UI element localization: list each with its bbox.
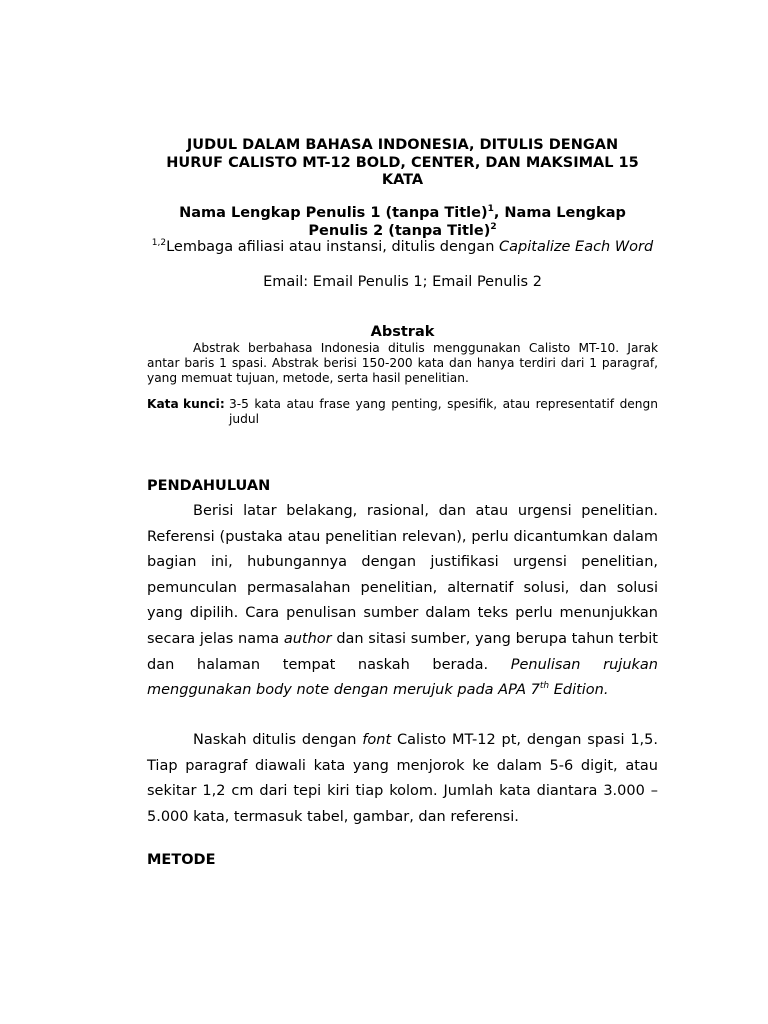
affiliation-text: Lembaga afiliasi atau instansi, ditulis dengan (166, 239, 500, 255)
author-list (147, 205, 658, 240)
keywords-colon: : (219, 397, 225, 411)
author-2-superscript: 2 (490, 221, 497, 232)
keywords (147, 397, 658, 427)
abstract-body: Abstrak berbahasa Indonesia ditulis menggunakan Calisto MT-10. Jarak antar baris 1 spasi. Abstrak berisi 150-200 kata dan hanya terdiri dari 1 paragraf, yang memuat tujuan, metode, serta hasil penelitian. (147, 341, 658, 386)
intro-p1-text-a: Berisi latar belakang, rasional, dan atau urgensi penelitian. Referensi (pustaka atau penelitian relevan), perlu dicantumkan dalam bagian ini, hubungannya dengan justifikasi urgensi penelitian, pemunculan permasalahan penelitian, alternatif solusi, dan solusi yang dipilih. Cara penulisan sumber dalam teks perlu menunjukkan secara jelas nama (147, 503, 658, 647)
intro-p2-text-b: Calisto MT-12 pt, dengan spasi 1,5. Tiap paragraf diawali kata yang menjorok ke dalam 5-6 digit, atau sekitar 1,2 cm dari tepi kiri tiap kolom. Jumlah kata diantara 3.000 – 5.000 kata, termasuk tabel, gambar, dan referensi. (147, 732, 658, 825)
intro-p2-text-a: Naskah ditulis dengan (193, 732, 363, 748)
intro-p2-font-italic: font (362, 732, 392, 748)
title-line-3: KATA (381, 172, 424, 188)
section-heading-pendahuluan: PENDAHULUAN (147, 478, 271, 494)
abstract-heading: Abstrak (370, 324, 435, 340)
intro-p1-italic-text: Penulisan rujukan menggunakan body note dengan merujuk pada APA 7 (147, 656, 658, 699)
author-1-superscript: 1 (487, 204, 494, 215)
intro-p1-italic-end: Edition. (549, 682, 609, 699)
intro-p1-author-italic: author (283, 630, 332, 647)
author-separator: , (493, 205, 505, 221)
paper-title (147, 137, 658, 190)
author-1-name: Nama Lengkap Penulis 1 (tanpa Title) (179, 205, 488, 221)
keywords-text: 3-5 kata atau frase yang penting, spesifik, atau representatif dengn judul (229, 397, 658, 427)
affiliation-superscript: 1,2 (151, 238, 167, 249)
affiliation (147, 239, 658, 257)
author-2-name-part-1: Nama Lengkap (504, 205, 626, 221)
keywords-label: Kata kunci (147, 397, 220, 411)
intro-p1-superscript: th (539, 681, 550, 692)
affiliation-italic: Capitalize Each Word (499, 239, 654, 255)
intro-paragraph-1 (147, 499, 658, 704)
title-line-1: JUDUL DALAM BAHASA INDONESIA, DITULIS DENGAN (186, 137, 619, 153)
section-heading-metode: METODE (147, 852, 216, 868)
intro-p1-text-b: dan sitasi sumber, yang berupa tahun terbit dan halaman tempat naskah berada. (147, 630, 658, 673)
intro-paragraph-2 (147, 728, 658, 830)
author-2-name-part-2: Penulis 2 (tanpa Title) (308, 222, 491, 239)
keywords-label-group (147, 397, 229, 427)
title-line-2: HURUF CALISTO MT-12 BOLD, CENTER, DAN MAKSIMAL 15 (166, 154, 639, 171)
author-emails: Email: Email Penulis 1; Email Penulis 2 (263, 274, 542, 290)
